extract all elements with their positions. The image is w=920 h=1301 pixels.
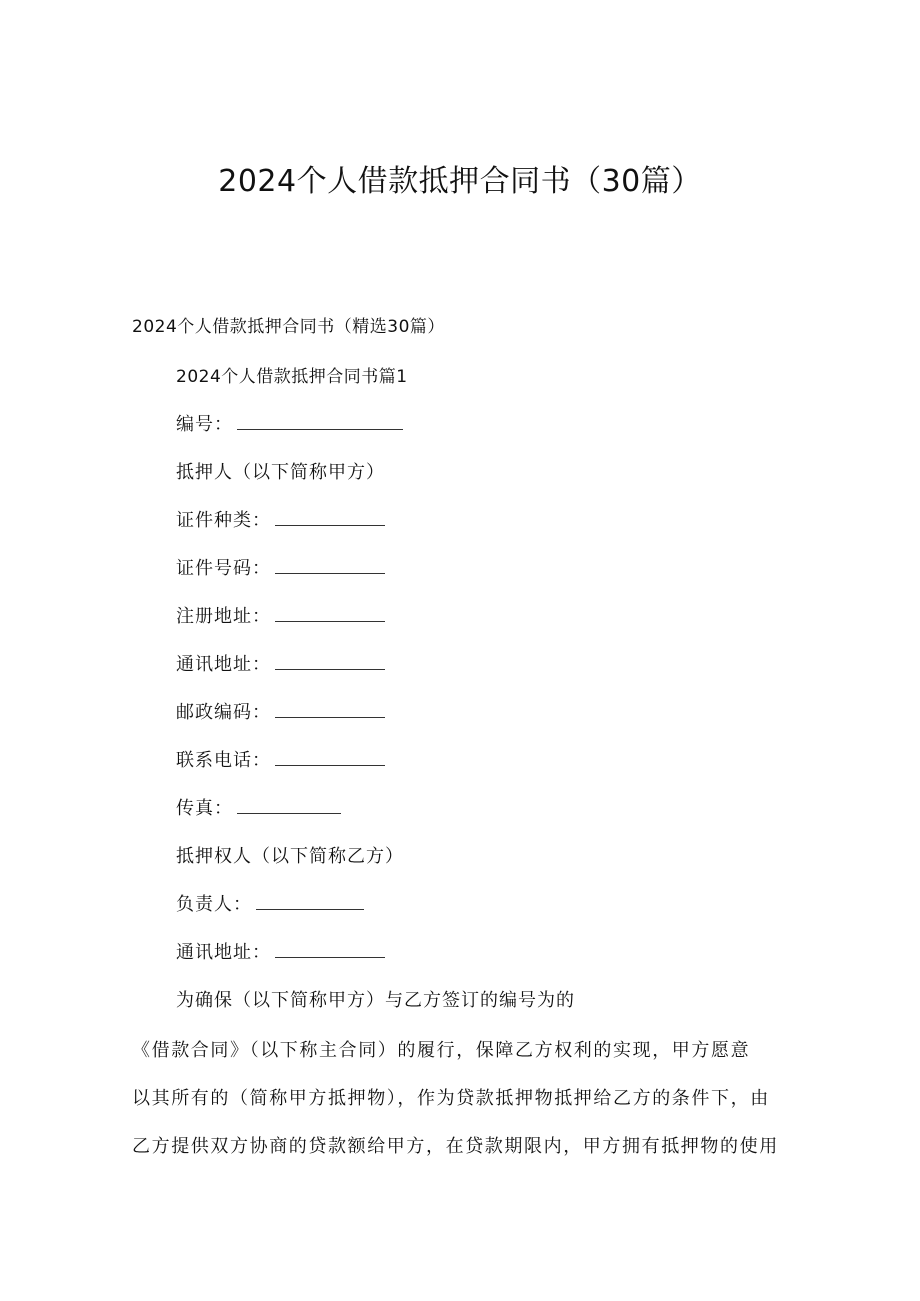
field-mortgagee (176, 844, 404, 870)
field-id-number (176, 556, 385, 582)
document-title: 2024个人借款抵押合同书（30篇） (218, 164, 702, 199)
field-person-in-charge (176, 892, 364, 918)
fill-in-blank (275, 701, 385, 718)
field-mailing-address-2 (176, 940, 385, 966)
field-label: 抵押人（以下简称甲方） (176, 462, 385, 483)
body-paragraph (132, 1027, 792, 1171)
field-id-type (176, 508, 385, 534)
field-postal-code (176, 700, 385, 726)
fill-in-blank (256, 893, 364, 910)
fill-in-blank (275, 749, 385, 766)
fill-in-blank (275, 557, 385, 574)
fill-in-blank (237, 413, 403, 430)
field-label: 联系电话： (176, 750, 271, 771)
field-label: 证件号码： (176, 558, 271, 579)
field-label: 负责人： (176, 894, 252, 915)
field-serial-number (176, 412, 403, 438)
field-label: 注册地址： (176, 606, 271, 627)
field-label: 邮政编码： (176, 702, 271, 723)
field-fax (176, 796, 341, 822)
field-label: 编号： (176, 414, 233, 435)
fill-in-blank (275, 509, 385, 526)
field-label: 证件种类： (176, 510, 271, 531)
section-title: 2024个人借款抵押合同书篇1 (176, 367, 408, 387)
body-line: 乙方提供双方协商的贷款额给甲方，在贷款期限内，甲方拥有抵押物的使用 (132, 1136, 779, 1157)
fill-in-blank (275, 941, 385, 958)
field-label: 通讯地址： (176, 654, 271, 675)
field-mortgagor (176, 460, 385, 486)
field-label: 传真： (176, 798, 233, 819)
fill-in-blank (275, 653, 385, 670)
field-label: 抵押权人（以下简称乙方） (176, 846, 404, 867)
fill-in-blank (237, 797, 341, 814)
body-line: 《借款合同》（以下称主合同）的履行，保障乙方权利的实现，甲方愿意 (132, 1040, 751, 1061)
field-registered-address (176, 604, 385, 630)
field-mailing-address (176, 652, 385, 678)
field-phone (176, 748, 385, 774)
intro-paragraph-line: 为确保（以下简称甲方）与乙方签订的编号为的 (176, 990, 575, 1011)
field-label: 通讯地址： (176, 942, 271, 963)
fill-in-blank (275, 605, 385, 622)
document-subtitle: 2024个人借款抵押合同书（精选30篇） (132, 317, 445, 337)
body-line: 以其所有的（简称甲方抵押物），作为贷款抵押物抵押给乙方的条件下，由 (132, 1088, 770, 1109)
